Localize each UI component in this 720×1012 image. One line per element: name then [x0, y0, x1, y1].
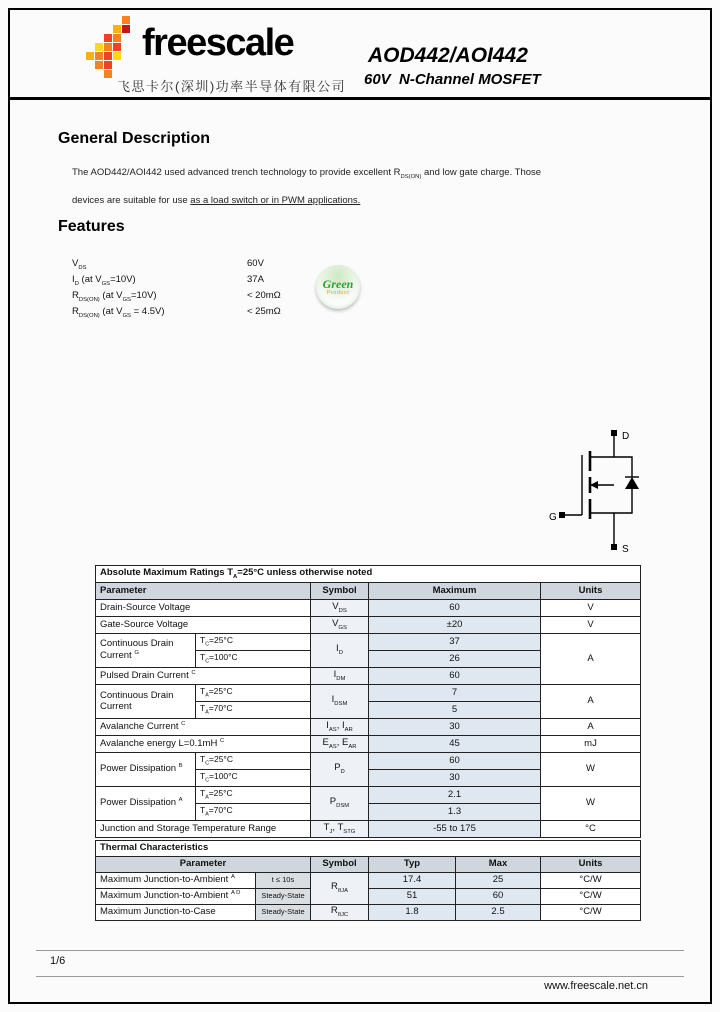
- footer-rule-top: [36, 950, 684, 951]
- condition-cell: $T_A=70^\circ C$: [196, 804, 311, 821]
- table-header-row: [96, 583, 641, 600]
- table-row: [96, 600, 641, 617]
- description-line-2: [72, 195, 360, 206]
- condition-cell: $T_A=70^\circ C$: [196, 702, 311, 719]
- thermal-header-units: Units: [541, 857, 641, 873]
- thermal-characteristics-table: [95, 840, 641, 921]
- table-row: [96, 753, 641, 770]
- symbol-cell: $I_D$: [311, 634, 369, 668]
- absolute-maximum-ratings-table: [95, 565, 641, 838]
- feature-row: [72, 304, 281, 320]
- symbol-cell: $R_{\theta JC}$: [311, 905, 369, 921]
- condition-cell: $T_C=25^\circ C$: [196, 634, 311, 651]
- feature-row: [72, 288, 281, 304]
- thermal-header-typ: Typ: [369, 857, 456, 873]
- param-cell: Continuous Drain Current $^G$: [96, 634, 196, 668]
- typ-cell: 51: [369, 889, 456, 905]
- param-cell: Pulsed Drain Current $^C$: [96, 668, 311, 685]
- source-label: S: [622, 544, 629, 555]
- thermal-header-max: Max: [456, 857, 541, 873]
- feature-label: $I_D$ (at $V_{GS}=10V$): [72, 274, 136, 287]
- feature-row: [72, 256, 281, 272]
- symbol-cell: $P_D$: [311, 753, 369, 787]
- units-cell: V: [541, 600, 641, 617]
- freescale-logo-mosaic-icon: [86, 16, 139, 78]
- gate-label: G: [549, 512, 557, 523]
- header-rule: [8, 97, 712, 100]
- param-cell: Continuous Drain Current: [96, 685, 196, 719]
- features-heading: Features: [58, 218, 125, 235]
- table-row: [96, 889, 641, 905]
- typ-cell: 17.4: [369, 873, 456, 889]
- units-cell: °C/W: [541, 873, 641, 889]
- value-cell: 37: [369, 634, 541, 651]
- symbol-cell: $V_{DS}$: [311, 600, 369, 617]
- table-row: [96, 873, 641, 889]
- feature-value: < 25mΩ: [247, 306, 281, 317]
- symbol-cell: $P_{DSM}$: [311, 787, 369, 821]
- param-cell: Power Dissipation $^B$: [96, 753, 196, 787]
- units-cell: mJ: [541, 736, 641, 753]
- table-row: [96, 821, 641, 838]
- units-cell: V: [541, 617, 641, 634]
- feature-label: $R_{DS(ON)}$ (at $V_{GS}=10V$): [72, 290, 157, 303]
- condition-cell: $T_C=100^\circ C$: [196, 651, 311, 668]
- table-header-row: [96, 857, 641, 873]
- table-row: [96, 685, 641, 702]
- table-row: [96, 634, 641, 651]
- description-line-2a: devices are suitable for use: [72, 195, 191, 206]
- value-cell: 7: [369, 685, 541, 702]
- value-cell: 45: [369, 736, 541, 753]
- symbol-cell: $I_{DSM}$: [311, 685, 369, 719]
- part-subtitle: 60V N-Channel MOSFET: [364, 71, 541, 88]
- amr-title: Absolute Maximum Ratings $T_A=25^\circ C$ unless otherwise noted: [96, 566, 641, 583]
- feature-label: $V_{DS}$: [72, 258, 87, 271]
- symbol-cell: $R_{\theta JA}$: [311, 873, 369, 905]
- amr-header-units: Units: [541, 583, 641, 600]
- max-cell: 60: [456, 889, 541, 905]
- condition-cell: $T_A=25^\circ C$: [196, 787, 311, 804]
- value-cell: 60: [369, 753, 541, 770]
- website-url[interactable]: www.freescale.net.cn: [544, 980, 648, 992]
- feature-value: < 20mΩ: [247, 290, 281, 301]
- feature-value: 37A: [247, 274, 264, 285]
- param-cell: Drain-Source Voltage: [96, 600, 311, 617]
- units-cell: A: [541, 685, 641, 719]
- units-cell: A: [541, 719, 641, 736]
- condition-cell: $T_A=25^\circ C$: [196, 685, 311, 702]
- units-cell: °C: [541, 821, 641, 838]
- value-cell: -55 to 175: [369, 821, 541, 838]
- param-cell: Gate-Source Voltage: [96, 617, 311, 634]
- part-number: AOD442/AOI442: [368, 44, 528, 67]
- units-cell: W: [541, 753, 641, 787]
- max-cell: 25: [456, 873, 541, 889]
- amr-header-maximum: Maximum: [369, 583, 541, 600]
- max-cell: 2.5: [456, 905, 541, 921]
- param-cell: Maximum Junction-to-Ambient $^{A D}$: [96, 889, 256, 905]
- general-description-heading: General Description: [58, 130, 211, 147]
- thermal-header-parameter: Parameter: [96, 857, 311, 873]
- condition-cell: $T_C=100^\circ C$: [196, 770, 311, 787]
- param-cell: Maximum Junction-to-Ambient $^A$: [96, 873, 256, 889]
- green-label: Green: [322, 276, 354, 291]
- value-cell: 30: [369, 719, 541, 736]
- company-chinese-name: 飞思卡尔(深圳)功率半导体有限公司: [117, 79, 347, 94]
- footer-rule-bottom: [36, 976, 684, 977]
- amr-header-symbol: Symbol: [311, 583, 369, 600]
- symbol-cell: $V_{GS}$: [311, 617, 369, 634]
- condition-cell: t ≤ 10s: [256, 873, 311, 889]
- mosfet-symbol-diagram: [548, 425, 653, 560]
- table-row: [96, 736, 641, 753]
- condition-cell: Steady-State: [256, 905, 311, 921]
- value-cell: ±20: [369, 617, 541, 634]
- table-title-row: [96, 566, 641, 583]
- condition-cell: $T_C=25^\circ C$: [196, 753, 311, 770]
- param-cell: Avalanche Current $^C$: [96, 719, 311, 736]
- green-product-badge-icon: [316, 265, 360, 309]
- product-label: Product: [326, 290, 350, 297]
- value-cell: 26: [369, 651, 541, 668]
- symbol-cell: $I_{DM}$: [311, 668, 369, 685]
- symbol-cell: $T_J$, $T_{STG}$: [311, 821, 369, 838]
- condition-cell: Steady-State: [256, 889, 311, 905]
- units-cell: W: [541, 787, 641, 821]
- feature-value: 60V: [247, 258, 264, 269]
- page-number: 1/6: [50, 955, 66, 967]
- value-cell: 60: [369, 668, 541, 685]
- table-row: [96, 905, 641, 921]
- param-cell: Avalanche energy L=0.1mH $^C$: [96, 736, 311, 753]
- param-cell: Junction and Storage Temperature Range: [96, 821, 311, 838]
- param-cell: Power Dissipation $^A$: [96, 787, 196, 821]
- table-row: [96, 787, 641, 804]
- table-row: [96, 719, 641, 736]
- value-cell: 60: [369, 600, 541, 617]
- param-cell: Maximum Junction-to-Case: [96, 905, 256, 921]
- units-cell: °C/W: [541, 889, 641, 905]
- table-title-row: [96, 841, 641, 857]
- value-cell: 30: [369, 770, 541, 787]
- table-row: [96, 617, 641, 634]
- value-cell: 2.1: [369, 787, 541, 804]
- brand-name: freescale: [142, 22, 294, 64]
- thermal-title: Thermal Characteristics: [96, 841, 641, 857]
- value-cell: 1.3: [369, 804, 541, 821]
- symbol-cell: $I_{AS}$, $I_{AR}$: [311, 719, 369, 736]
- thermal-header-symbol: Symbol: [311, 857, 369, 873]
- symbol-cell: $E_{AS}$, $E_{AR}$: [311, 736, 369, 753]
- mosfet-symbol-icon: [548, 425, 653, 555]
- features-list: [72, 256, 281, 320]
- typ-cell: 1.8: [369, 905, 456, 921]
- amr-header-parameter: Parameter: [96, 583, 311, 600]
- units-cell: A: [541, 634, 641, 685]
- units-cell: °C/W: [541, 905, 641, 921]
- feature-row: [72, 272, 281, 288]
- feature-label: $R_{DS(ON)}$ (at $V_{GS} = 4.5V$): [72, 306, 165, 319]
- description-line-2b: as a load switch or in PWM applications.: [190, 195, 361, 206]
- description-line-1: The AOD442/AOI442 used advanced trench technology to provide excellent $R_{DS(ON)}$ and low gate charge. Those: [72, 167, 542, 180]
- value-cell: 5: [369, 702, 541, 719]
- drain-label: D: [622, 431, 630, 442]
